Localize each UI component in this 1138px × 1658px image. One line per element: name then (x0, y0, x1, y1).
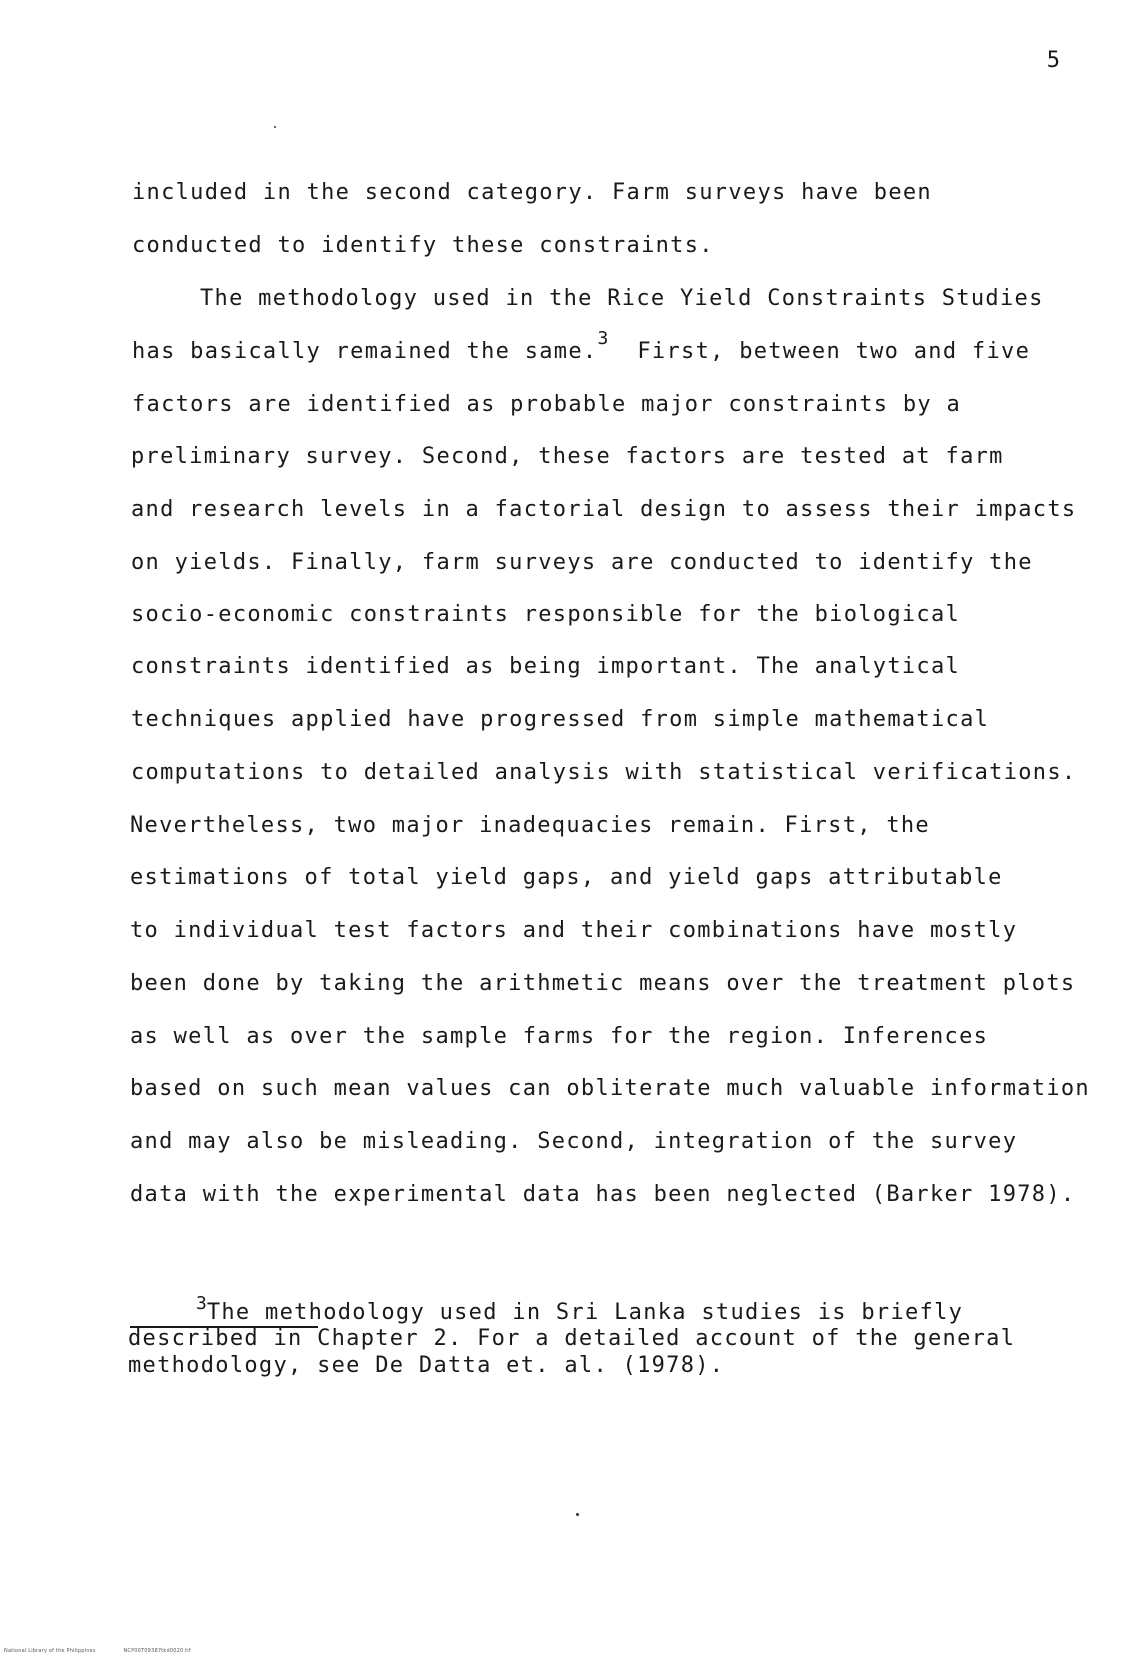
body-line-text: First, between two and five (637, 339, 1031, 364)
body-line: conducted to identify these constraints. (132, 233, 714, 258)
scan-speck (274, 126, 276, 128)
body-line-text: has basically remained the same. (132, 339, 598, 364)
body-line: preliminary survey. Second, these factors are tested at farm (131, 444, 1004, 469)
body-line: and research levels in a factorial design to assess their impacts (131, 497, 1077, 522)
body-line: constraints identified as being important. The analytical (131, 654, 961, 679)
footnote-text: The methodology used in Sri Lanka studies is briefly (206, 1300, 964, 1325)
footnote-line (196, 1293, 964, 1325)
archive-library: National Library of the Philippines (4, 1648, 96, 1654)
body-line: based on such mean values can obliterate much valuable information (130, 1076, 1090, 1101)
body-line: The methodology used in the Rice Yield Constraints Studies (200, 286, 1044, 311)
body-line: included in the second category. Farm surveys have been (132, 180, 932, 205)
body-line: factors are identified as probable major constraints by a (132, 392, 962, 417)
body-line: Nevertheless, two major inadequacies remain. First, the (130, 813, 930, 838)
body-line: on yields. Finally, farm surveys are conducted to identify the (131, 550, 1033, 575)
body-line: data with the experimental data has been neglected (Barker 1978). (130, 1182, 1076, 1207)
body-line: and may also be misleading. Second, integration of the survey (130, 1129, 1018, 1154)
body-line: as well as over the sample farms for the region. Inferences (130, 1024, 989, 1049)
page-number: 5 (1046, 48, 1060, 73)
body-line-with-footnote-ref (132, 328, 1031, 364)
body-line: computations to detailed analysis with statistical verifications. (131, 760, 1077, 785)
body-line: been done by taking the arithmetic means over the treatment plots (130, 971, 1076, 996)
footnote-line: methodology, see De Datta et. al. (1978). (128, 1353, 725, 1378)
archive-file-id: NCP00T09387tkd0020.tif (123, 1648, 191, 1654)
body-line: estimations of total yield gaps, and yield gaps attributable (130, 865, 1003, 890)
body-line: to individual test factors and their combinations have mostly (130, 918, 1018, 943)
archive-footer (4, 1648, 191, 1654)
scan-speck (576, 1513, 579, 1516)
footnote-line: described in Chapter 2. For a detailed account of the general (128, 1326, 1016, 1351)
body-line: socio-economic constraints responsible for the biological (131, 602, 961, 627)
footnote-mark: 3 (196, 1293, 207, 1314)
footnote-reference: 3 (597, 328, 609, 349)
body-line: techniques applied have progressed from simple mathematical (131, 707, 990, 732)
